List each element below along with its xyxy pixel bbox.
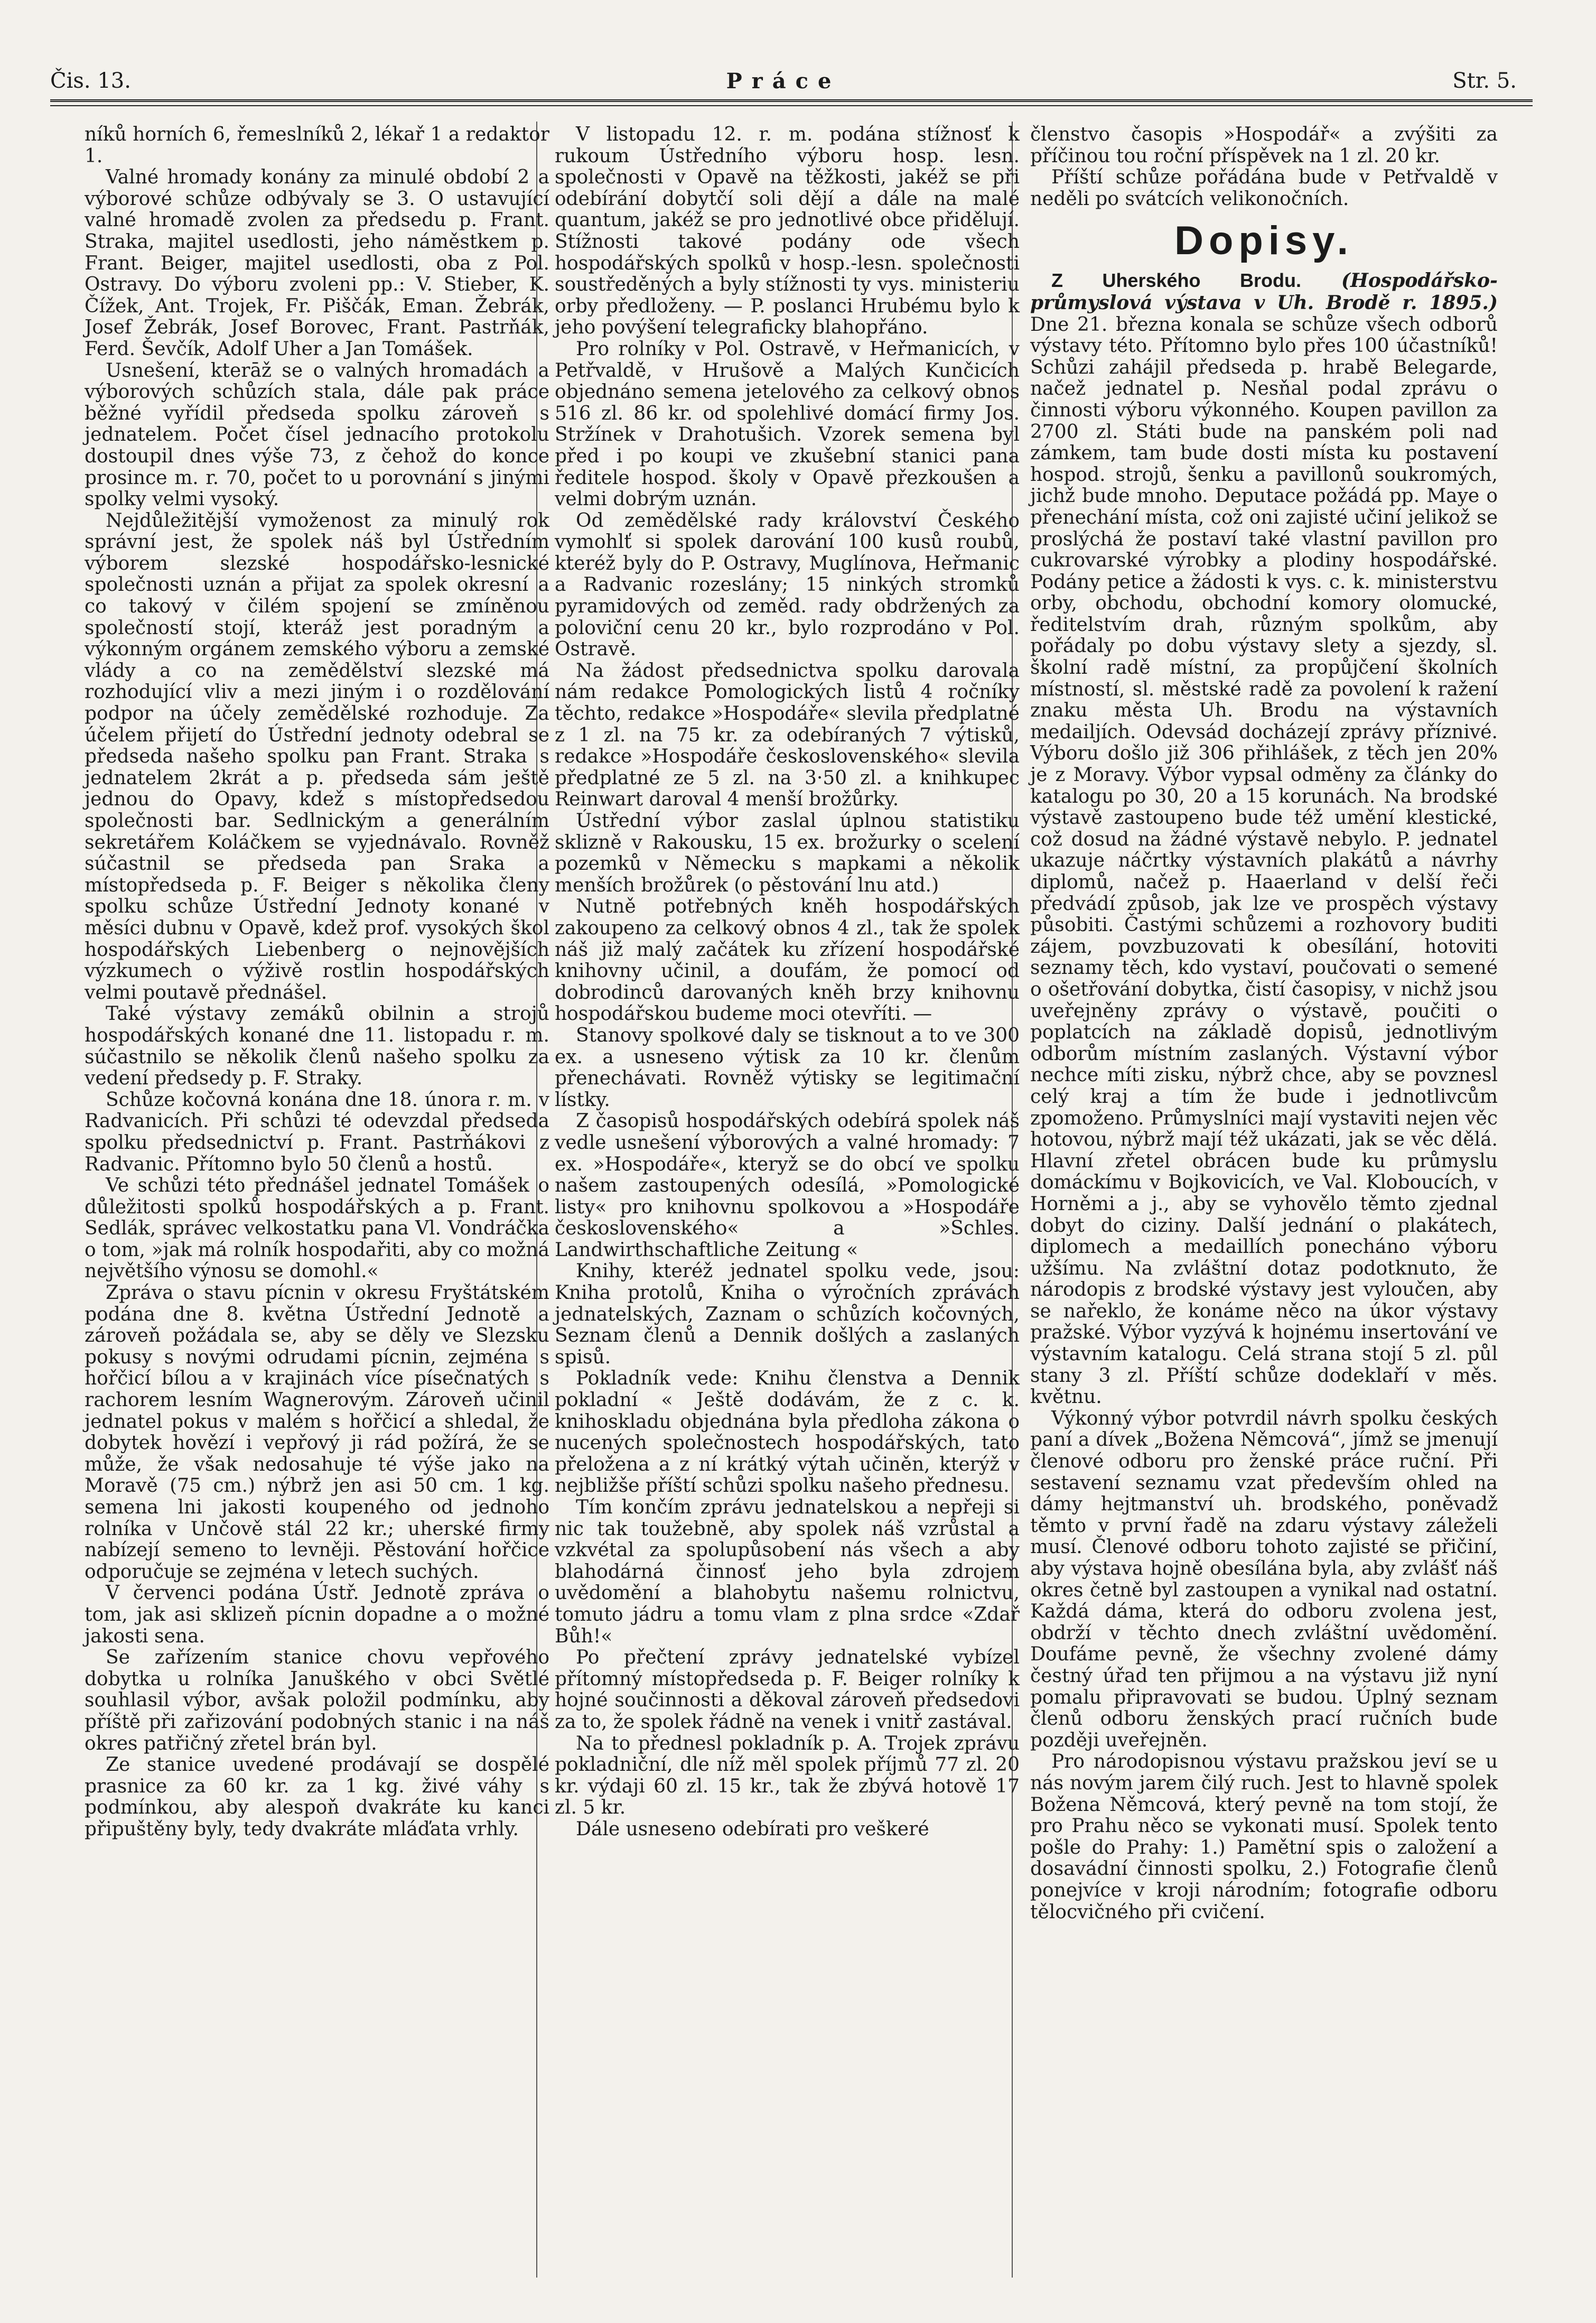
paragraph: Knihy, kteréž jednatel spolku vede, jsou: Kniha protolů, Kniha o výročních zprávách jednatelských, Zaznam o schůzích kočovných, Seznam členů a Dennik došlých a zaslaných spisů. — [555, 1260, 1020, 1368]
paragraph: členstvo časopis »Hospodář« a zvýšiti za příčinou tou roční příspěvek na 1 zl. 20 kr. — [1030, 124, 1498, 167]
paragraph: Pro rolníky v Pol. Ostravě, v Heřmanicích, v Petřvaldě, v Hrušově a Malých Kunčicích objednáno semena jetelového za celkový obnos 516 zl. 86 kr. od spolehlivé domácí firmy Jos. Stržínek v Drahotušich. Vzorek semena byl před i po koupi ve zkušební stanici pana ředitele hospod. školy v Opavě přezkoušen a velmi dobrým uznán. — [555, 338, 1020, 510]
paragraph: Na žádost předsednictva spolku darovala nám redakce Pomologických listů 4 ročníky těchto, redakce »Hospodáře« slevila předplatné z 1 zl. na 75 kr. za odebíraných 7 výtisků, redakce »Hospodáře československého« slevila předplatné ze 5 zl. na 3·50 zl. a knihkupec Reinwart daroval 4 menší brožůrky. — [555, 659, 1020, 811]
paragraph: Ústřední výbor zaslal úplnou statistiku sklizně v Rakousku, 15 ex. brožurky o scelení pozemků v Německu s mapkami a několik menších brožůrek (o pěstování lnu atd.) — [555, 810, 1020, 896]
paragraph: V červenci podána Ústř. Jednotě zpráva o tom, jak asi sklizeň pícnin dopadne a o možné jakosti sena. — [85, 1582, 549, 1647]
paragraph: níků horních 6, řemeslníků 2, lékař 1 a redaktor 1. — [85, 124, 549, 167]
page-header — [50, 69, 1517, 100]
dopis-text: Dne 21. března konala se schůze všech odborů výstavy této. Přítomno bylo přes 100 účastníků! Schůzi zahájil předseda p. hrabě Belegarde, načež jednatel p. Nesňal podal zprávu o činnosti výboru výkonného. Koupen pavillon za 2700 zl. Státi bude na panském poli nad zámkem, tam bude dosti místa ku postavení hospod. strojů, šenku a pavillonů soukromých, jichž bude mnoho. Deputace požádá pp. Maye o přenechání místa, což oni zajisté učiní jelikož se proslýchá že postaví také vlastní pavillon pro cukrovarské výrobky a plodiny hospodářské. Podány petice a žádosti k vys. c. k. ministerstvu orby, obchodu, obchodní komory olomucké, ředitelstvím drah, různým spolkům, aby pořádaly po dobu výstavy slety a sjezdy, sl. školní radě místní, za propůjčení školních místností, sl. městské radě za povolení k ražení znaku města Uh. Brodu na výstavních medailjích. Odevsád docházejí zprávy příznivé. Výboru došlo již 306 přihlášek, z těch jen 20% je z Moravy. Výbor vypsal odměny za články do katalogu po 30, 20 a 15 korunách. Na brodské výstavě zastoupeno bude též umění klestické, což dosud na žádné výstavě nebylo. P. jednatel ukazuje náčrtky výstavních plakátů a návrhy diplomů, načež p. Haaerland v delší řeči předvádí způsob, jak lze ve prospěch výstavy působiti. Častými schůzemi a rozhovory buditi zájem, povzbuzovati k obesílání, hotoviti seznamy těch, kdo vystaví, poučovati o semené o ošetřování dobytka, čistí časopisy, v nichž jsou uveřejněny zprávy o výstavě, poučiti o poplatcích na základě dopisů, jednotlivým odborům místním zaslaných. Výstavní výbor nechce míti zisku, nýbrž chce, aby se povznesl celý kraj a tím že bude i jednotlivcům zpomoženo. Průmyslníci mají vystaviti nejen věc hotovou, nýbrž mají též ukázati, jak se věc dělá. Hlavní zřetel obrácen bude ku průmyslu domáckímu v Bojkovicích, ve Val. Kloboucích, v Horněmi a j., aby se vyhovělo těmto zjednal dobyt do ciziny. Další jednání o plakátech, diplomech a medaillích ponecháno výboru užšímu. Na zvláštní dotaz podotknuto, že národopis z brodské výstavy jest vyloučen, aby se nařeklo, že konáme něco na úkor výstavy pražské. Výbor vyzývá k hojnému insertování ve výstavním katalogu. Celá strana stojí 5 zl. půl stany 3 zl. Příští schůze dodeklaří v měs. květnu. — [1030, 313, 1498, 1408]
column-3 — [1030, 124, 1498, 1923]
paragraph: Po přečtení zprávy jednatelské vybízel přítomný místopředseda p. F. Beiger rolníky k hojné součinnosti a děkoval zároveň předsedovi za to, že spolek řádně na venek i vnitř zastával. — [555, 1647, 1020, 1733]
paragraph: Schůze kočovná konána dne 18. února r. m. v Radvanicích. Při schůzi té odevzdal předseda spolku předsednictví p. Frant. Pastrňákovi z Radvanic. Přítomno bylo 50 členů a hostů. — [85, 1089, 549, 1175]
paragraph: Stanovy spolkové daly se tisknout a to ve 300 ex. a usneseno výtisk za 10 kr. členům přenechávati. Rovněž výtisky se legitimační lístky. — [555, 1024, 1020, 1111]
paragraph: Ve schůzi této přednášel jednatel Tomášek o důležitosti spolků hospodářských a p. Frant. Sedlák, správec velkostatku pana Vl. Vondráčka o tom, »jak má rolník hospodařiti, aby co možná největšího výnosu se domohl.« — [85, 1175, 549, 1283]
dopis-subtitle: (Hospodářsko-průmyslová výstava v Uh. Brodě r. 1895.) — [1030, 270, 1498, 314]
paragraph: Příští schůze pořádána bude v Petřvaldě v neděli po svátcích velikonočních. — [1030, 166, 1498, 210]
paragraph: Pokladník vede: Knihu členstva a Dennik pokladní « Ještě dodávám, že z c. k. knihoskladu objednána byla předloha zákona o nucených společnostech hospodářských, tato přeložena a z ní krátký výtah učiněn, kterýž v nejbližše příští schůzi spolku našeho přednesu. — [555, 1368, 1020, 1497]
column-2 — [555, 124, 1020, 1841]
paragraph: Tím končím zprávu jednatelskou a nepřeji si nic tak toužebně, aby spolek náš vzrůstal a vzkvétal za spolupůsobení nás všech a aby blahodárná činnosť jeho byla zdrojem uvědomění a blahobytu našemu rolnictvu, tomuto jádru a tomu vlam z plna srdce «Zdař Bůh!« — [555, 1497, 1020, 1647]
issue-number: Čis. 13. — [50, 69, 131, 93]
column-1 — [85, 124, 549, 1841]
page-number: Str. 5. — [1452, 69, 1517, 93]
paragraph: Nutně potřebných kněh hospodářských zakoupeno za celkový obnos 4 zl., tak že spolek náš již malý začátek ku zřízení hospodářské knihovny učinil, a doufám, že pomocí od dobrodinců darovaných kněh brzy knihovnu hospodářskou budeme moci otevříti. — — [555, 896, 1020, 1025]
paragraph: V listopadu 12. r. m. podána stížnosť k rukoum Ústředního výboru hosp. lesn. společnosti v Opavě na těžkosti, jakéž se při odebírání dobytčí soli dějí a dále na malé quantum, jakéž se pro jednotlivé obce přidělují. Stížnosti takové podány ode všech hospodářských spolků v hosp.-lesn. společnosti soustředěných a byly stížnosti ty vys. ministeriu orby předloženy. — P. poslanci Hrubému bylo k jeho povýšení telegraficky blahopřáno. — [555, 124, 1020, 339]
header-rule — [50, 99, 1533, 106]
section-title: Dopisy. — [1174, 218, 1354, 264]
paragraph: Se zařízením stanice chovu vepřového dobytka u rolníka Januškého v obci Světlé souhlasil výbor, avšak položil podmínku, aby příště při zařizování podobných stanic i na náš okres patřičný zřetel brán byl. — [85, 1647, 549, 1754]
newspaper-title: Práce — [726, 69, 841, 94]
paragraph: Z časopisů hospodářských odebírá spolek náš vedle usnešení výborových a valné hromady: 7 ex. »Hospodáře«, kteryž se do obcí ve spolku našem zastoupených odesílá, »Pomologické listy« pro knihovnu spolkovou a »Hospodáře československého« a »Schles. Landwirthschaftliche Zeitung « — [555, 1110, 1020, 1261]
dopis-paragraph — [1030, 270, 1498, 1408]
dopis-place: Z Uherského Brodu. — [1051, 270, 1301, 292]
paragraph: Pro národopisnou výstavu pražskou jeví se u nás novým jarem čilý ruch. Jest to hlavně spolek Božena Němcová, který pevně na tom stojí, že pro Prahu něco se vykonati musí. Spolek tento pošle do Prahy: 1.) Pamětní spis o založení a dosavádní činnosti spolku, 2.) Fotografie členů ponejvíce v kroji národním; fotografie odboru tělocvičného při cvičení. — [1030, 1751, 1498, 1923]
paragraph: Také výstavy zemáků obilnin a strojů hospodářských konané dne 11. listopadu r. m. súčastnilo se několik členů našeho spolku za vedení předsedy p. F. Straky. — [85, 1003, 549, 1090]
paragraph: Výkonný výbor potvrdil návrh spolku českých paní a dívek „Božena Němcová“, jímž se jmenují členové odboru pro ženské práce ruční. Při sestavení seznamu vzat především ohled na dámy hejtmanství uh. brodského, poněvadž těmto v první řadě na zdaru výstavy záleželi musí. Členové odboru tohoto zajisté se přičiní, aby výstava hojně obesílána byla, aby zvlášť náš okres četně byl zastoupen a vynikal nad ostatní. Každá dáma, která do odboru zvolena jest, obdrží v těchto dnech zvláštní uvědomění. Doufáme pevně, že všechny zvolené dámy čestný úřad ten přijmou a na výstavu již nyní pomalu připravovati se budou. Úplný seznam členů odboru ženských prací ručních bude později uveřejněn. — [1030, 1407, 1498, 1751]
paragraph: Na to přednesl pokladník p. A. Trojek zprávu pokladniční, dle níž měl spolek příjmů 77 zl. 20 kr. výdaji 60 zl. 15 kr., tak že zbývá hotově 17 zl. 5 kr. — [555, 1732, 1020, 1819]
paragraph: Usnešení, kterāž se o valných hromadách a výborových schůzích stala, dále pak práce běžné vyřídil předseda spolku zároveň s jednatelem. Počet čísel jednacího protokolu dostoupil dnes výše 73, z čehož do konce prosince m. r. 70, počet to u porovnání s jinými spolky velmi vysoký. — [85, 359, 549, 510]
paragraph: Nejdůležitější vymoženost za minulý rok správní jest, že spolek náš byl Ústředním výborem slezské hospodářsko-lesnické společnosti uznán a přijat za spolek okresní a co takový v čilém spojení se zmíněnou společností stojí, kteráž jest poradným a výkonným orgánem zemského výboru a zemské vlády a co na zemědělství slezské má rozhodující vliv a mezi jiným i o rozdělování podpor na účely zemědělské rozhoduje. Za účelem přijetí do Ústřední jednoty odebral se předseda našeho spolku pan Frant. Straka s jednatelem 2krát a p. předseda sám ještě jednou do Opavy, kdež s místopředsedou společnosti bar. Sedlnickým a generálním sekretářem Koláčkem se vyjednávalo. Rovněž súčastnil se předseda pan Sraka a místopředseda p. F. Beiger s několika členy spolku schůze Ústřední Jednoty konané v měsíci dubnu v Opavě, kdež prof. vysokých škol hospodářských Liebenberg o nejnovějších výzkumech o výživě rostlin hospodářských velmi poutavě přednášel. — [85, 509, 549, 1003]
paragraph: Ze stanice uvedené prodávají se dospělé prasnice za 60 kr. za 1 kg. živé váhy s podmínkou, aby alespoň dvakráte ku kanci připuštěny byly, tedy dvakráte mláďata vrhly. — [85, 1754, 549, 1840]
paragraph: Dále usneseno odebírati pro veškeré — [576, 1818, 929, 1840]
paragraph: Od zemědělské rady království Českého vymohlť si spolek darování 100 kusů roubů, kteréž byly do P. Ostravy, Muglínova, Heřmanic a Radvanic rozeslány; 15 ninkých stromků pyramidových od zeměd. rady obdržených za poloviční cenu 20 kr., bylo rozprodáno v Pol. Ostravě. — [555, 509, 1020, 661]
paragraph: Valné hromady konány za minulé období 2 a výborové schůze odbývaly se 3. O ustavující valné hromadě zvolen za předsedu p. Frant. Straka, majitel usedlosti, jeho náměstkem p. Frant. Beiger, majitel usedlosti, oba z Pol. Ostravy. Do výboru zvoleni pp.: V. Stieber, K. Čížek, Ant. Trojek, Fr. Piščák, Eman. Žebrák, Josef Žebrák, Josef Borovec, Frant. Pastrňák, Ferd. Ševčík, Adolf Uher a Jan Tomášek. — [85, 166, 549, 360]
paragraph: Zpráva o stavu pícnin v okresu Fryštátském podána dne 8. května Ústřední Jednotě a zároveň požádala se, aby se děly ve Slezsku pokusy s novými odrudami pícnin, zejména s hořčicí bílou a v krajinách více písečnatých s rachorem lesním Wagnerovým. Zároveň učinil jednatel pokus v malém s hořčicí a shledal, že dobytek hovězí i vepřový ji rád požírá, že se může, že však nedosahuje té výše jako na Moravě (75 cm.) nýbrž jen asi 50 cm. 1 kg. semena lni jakosti koupeného od jednoho rolníka v Unčově stál 22 kr.; uherské firmy nabízejí semeno to levněji. Pěstování hořčice odporučuje se zejména v letech suchých. — [85, 1282, 549, 1583]
